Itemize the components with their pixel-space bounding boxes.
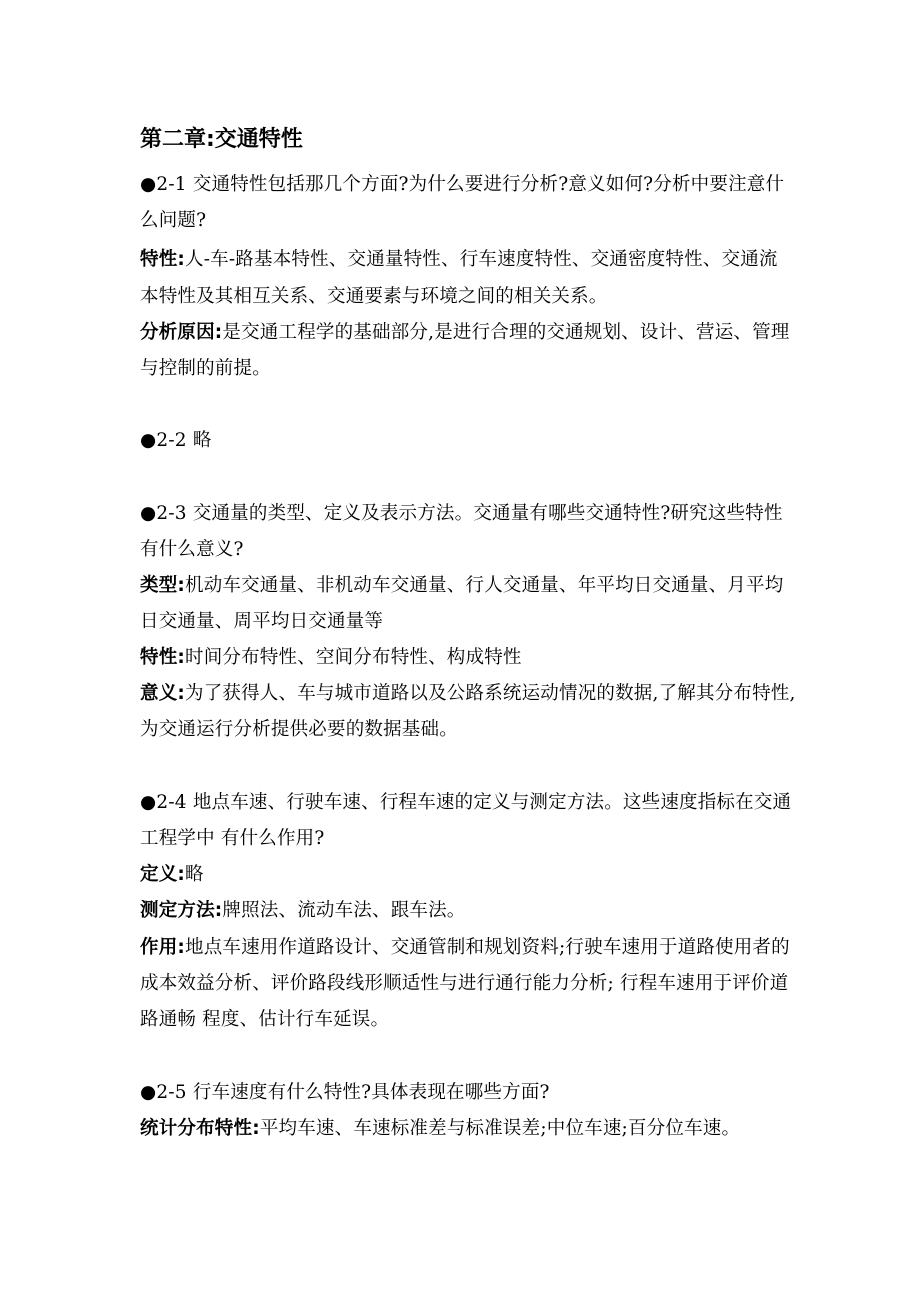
- answer-analysis-reason-line-2: 与控制的前提。: [140, 358, 271, 379]
- answer-text: 牌照法、流动车法、跟车法。: [222, 900, 466, 921]
- question-2-4-line-2: 工程学中 有什么作用?: [140, 828, 325, 849]
- answer-measurement-methods: [140, 898, 466, 924]
- answer-label: 统计分布特性:: [140, 1118, 260, 1139]
- answer-function: [140, 935, 790, 961]
- question-2-1-line-1: ●2-1 交通特性包括那几个方面?为什么要进行分析?意义如何?分析中要注意什: [140, 174, 785, 195]
- answer-characteristics: [140, 247, 778, 273]
- answer-function-line-3: 路通畅 程度、估计行车延误。: [140, 1009, 390, 1030]
- answer-significance: [140, 681, 796, 707]
- answer-text: 人-车-路基本特性、交通量特性、行车速度特性、交通密度特性、交通流: [185, 249, 778, 270]
- answer-label: 类型:: [140, 575, 185, 596]
- question-2-3-line-2: 有什么意义?: [140, 539, 244, 560]
- answer-characteristics: [140, 645, 522, 671]
- question-2-4-line-1: ●2-4 地点车速、行驶车速、行程车速的定义与测定方法。这些速度指标在交通: [140, 792, 792, 813]
- answer-label: 测定方法:: [140, 900, 223, 921]
- question-2-3-line-1: ●2-3 交通量的类型、定义及表示方法。交通量有哪些交通特性?研究这些特性: [140, 503, 783, 524]
- answer-text: 是交通工程学的基础部分,是进行合理的交通规划、设计、营运、管理: [222, 322, 790, 343]
- answer-label: 特性:: [140, 249, 185, 270]
- answer-label: 特性:: [140, 647, 185, 668]
- question-2-1-line-2: 么问题?: [140, 210, 207, 231]
- answer-statistical-distribution: [140, 1116, 740, 1142]
- answer-definition: [140, 862, 204, 888]
- chapter-title: 第二章:交通特性: [140, 127, 303, 152]
- answer-text: 地点车速用作道路设计、交通管制和规划资料;行驶车速用于道路使用者的: [185, 937, 790, 958]
- answer-types: [140, 573, 783, 599]
- answer-significance-line-2: 为交通运行分析提供必要的数据基础。: [140, 719, 458, 740]
- answer-label: 定义:: [140, 864, 185, 885]
- answer-text: 时间分布特性、空间分布特性、构成特性: [185, 647, 522, 668]
- answer-label: 意义:: [140, 683, 185, 704]
- answer-text: 为了获得人、车与城市道路以及公路系统运动情况的数据,了解其分布特性,: [185, 683, 796, 704]
- answer-text: 平均车速、车速标准差与标准误差;中位车速;百分位车速。: [259, 1118, 741, 1139]
- answer-text: 机动车交通量、非机动车交通量、行人交通量、年平均日交通量、月平均: [185, 575, 784, 596]
- question-2-2: ●2-2 略: [140, 430, 212, 451]
- answer-characteristics-line-2: 本特性及其相互关系、交通要素与环境之间的相关关系。: [140, 286, 608, 307]
- answer-function-line-2: 成本效益分析、评价路段线形顺适性与进行通行能力分析; 行程车速用于评价道: [140, 973, 789, 994]
- question-2-5: ●2-5 行车速度有什么特性?具体表现在哪些方面?: [140, 1082, 550, 1103]
- answer-types-line-2: 日交通量、周平均日交通量等: [140, 611, 384, 632]
- answer-analysis-reason: [140, 320, 790, 346]
- answer-text: 略: [185, 864, 204, 885]
- answer-label: 分析原因:: [140, 322, 223, 343]
- answer-label: 作用:: [140, 937, 185, 958]
